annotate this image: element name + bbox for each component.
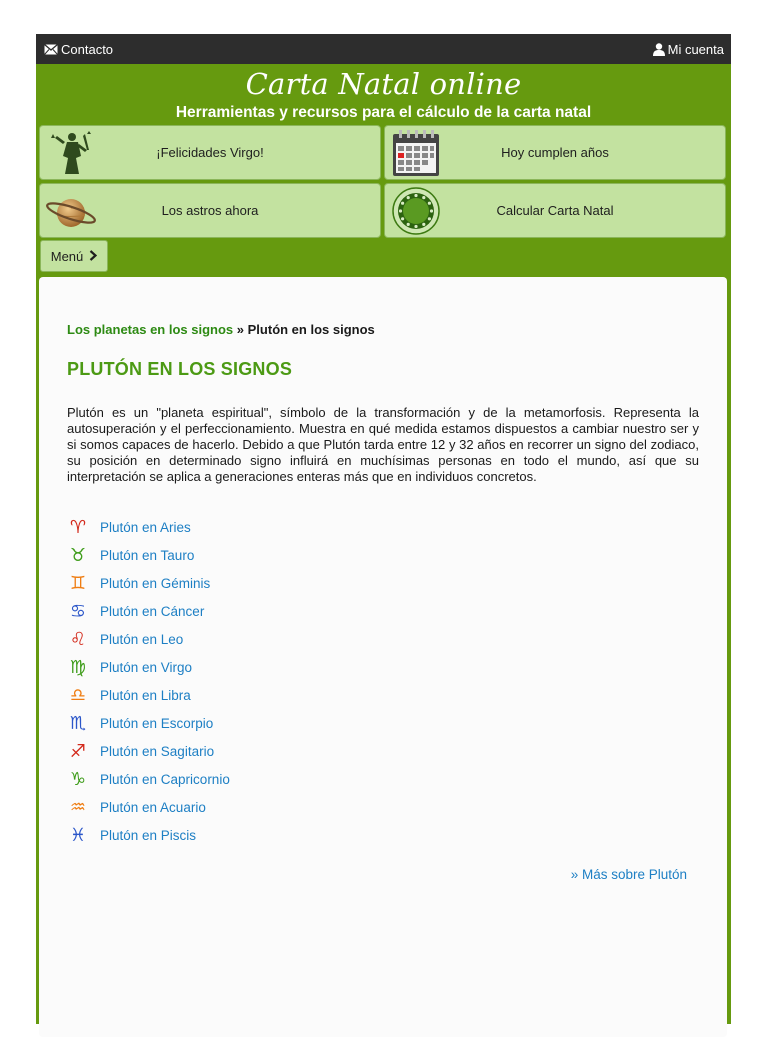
- cancer-symbol-icon: ♋: [69, 600, 87, 622]
- sign-item-aries[interactable]: [67, 513, 699, 541]
- contact-link[interactable]: [44, 42, 113, 57]
- sign-item-sagittarius[interactable]: [67, 737, 699, 765]
- breadcrumb-separator: »: [236, 322, 245, 337]
- sign-item-gemini[interactable]: [67, 569, 699, 597]
- account-link[interactable]: [653, 42, 724, 57]
- envelope-icon: [44, 44, 58, 55]
- tile-birthdays-label: Hoy cumplen años: [501, 145, 609, 160]
- tile-current-planets[interactable]: [39, 183, 381, 238]
- sign-item-virgo[interactable]: [67, 653, 699, 681]
- sign-link-label: Plutón en Piscis: [100, 827, 197, 843]
- breadcrumb-parent-link[interactable]: Los planetas en los signos: [67, 322, 234, 337]
- sign-link-label: Plutón en Libra: [100, 687, 191, 703]
- sign-item-pisces[interactable]: [67, 821, 699, 849]
- sign-item-taurus[interactable]: [67, 541, 699, 569]
- tile-current-planets-label: Los astros ahora: [161, 203, 259, 218]
- pisces-symbol-icon: ♓: [69, 824, 87, 846]
- tile-natal-chart[interactable]: [384, 183, 726, 238]
- breadcrumb-current: Plutón en los signos: [247, 322, 375, 337]
- sign-item-leo[interactable]: [67, 625, 699, 653]
- tile-virgo-label: ¡Felicidades Virgo!: [156, 145, 264, 160]
- aries-symbol-icon: ♈: [69, 516, 87, 538]
- feature-tiles: [36, 123, 731, 238]
- tile-virgo[interactable]: [39, 125, 381, 180]
- sign-item-cancer[interactable]: [67, 597, 699, 625]
- gemini-symbol-icon: ♊: [69, 572, 87, 594]
- virgo-figure-icon: [45, 128, 97, 178]
- menu-button[interactable]: [40, 240, 108, 272]
- sign-link-label: Plutón en Tauro: [100, 547, 195, 563]
- libra-symbol-icon: ♎: [69, 684, 87, 706]
- user-icon: [653, 43, 665, 56]
- sign-link-label: Plutón en Virgo: [100, 659, 193, 675]
- chevron-right-icon: [89, 249, 97, 264]
- aquarius-symbol-icon: ♒: [69, 796, 87, 818]
- sign-link-label: Plutón en Escorpio: [100, 715, 214, 731]
- tile-birthdays[interactable]: [384, 125, 726, 180]
- sign-link-label: Plutón en Aries: [100, 519, 191, 535]
- scorpio-symbol-icon: ♏: [69, 712, 87, 734]
- sign-list: [67, 513, 699, 849]
- zodiac-wheel-icon: [390, 186, 442, 236]
- site-title[interactable]: Carta Natal online: [245, 67, 522, 101]
- sign-item-aquarius[interactable]: [67, 793, 699, 821]
- page-frame: [36, 34, 731, 1024]
- menu-label: Menú: [50, 248, 84, 264]
- saturn-planet-icon: [45, 186, 97, 236]
- sign-link-label: Plutón en Leo: [100, 631, 184, 647]
- virgo-symbol-icon: ♍: [69, 656, 87, 678]
- sign-link-label: Plutón en Sagitario: [100, 743, 215, 759]
- calendar-icon: [390, 128, 442, 178]
- sign-link-label: Plutón en Géminis: [100, 575, 211, 591]
- page-title: PLUTÓN EN LOS SIGNOS: [67, 359, 293, 379]
- breadcrumb: [67, 322, 699, 337]
- more-about-pluto-link[interactable]: » Más sobre Plutón: [570, 867, 687, 882]
- sagittarius-symbol-icon: ♐: [69, 740, 87, 762]
- sign-item-libra[interactable]: [67, 681, 699, 709]
- sign-link-label: Plutón en Acuario: [100, 799, 206, 815]
- contact-label: Contacto: [61, 41, 114, 57]
- main-content: [39, 277, 727, 1037]
- sign-item-capricorn[interactable]: [67, 765, 699, 793]
- sign-link-label: Plutón en Cáncer: [100, 603, 205, 619]
- top-bar: [36, 34, 731, 64]
- site-subtitle: Herramientas y recursos para el cálculo de la carta natal: [175, 104, 592, 121]
- sign-link-label: Plutón en Capricornio: [100, 771, 230, 787]
- intro-paragraph: Plutón es un "planeta espiritual", símbolo de la transformación y de la metamorfosis. Representa la autosuperación y el perfeccionamiento. Muestra en qué medida estamos dispuestos a cambiar nuestro ser y si somos capaces de hacerlo. Debido a que Plutón tarda entre 12 y 32 años en recorrer un signo del zodiaco, su posición en determinado signo influirá en muchísimas personas en todo el mundo, así que su interpretación se aplica a generaciones enteras más que en individuos concretos.: [67, 405, 699, 484]
- sign-item-scorpio[interactable]: [67, 709, 699, 737]
- tile-natal-chart-label: Calcular Carta Natal: [496, 203, 614, 218]
- capricorn-symbol-icon: ♑: [69, 768, 87, 790]
- account-label: Mi cuenta: [667, 41, 724, 57]
- taurus-symbol-icon: ♉: [69, 544, 87, 566]
- leo-symbol-icon: ♌: [69, 628, 87, 650]
